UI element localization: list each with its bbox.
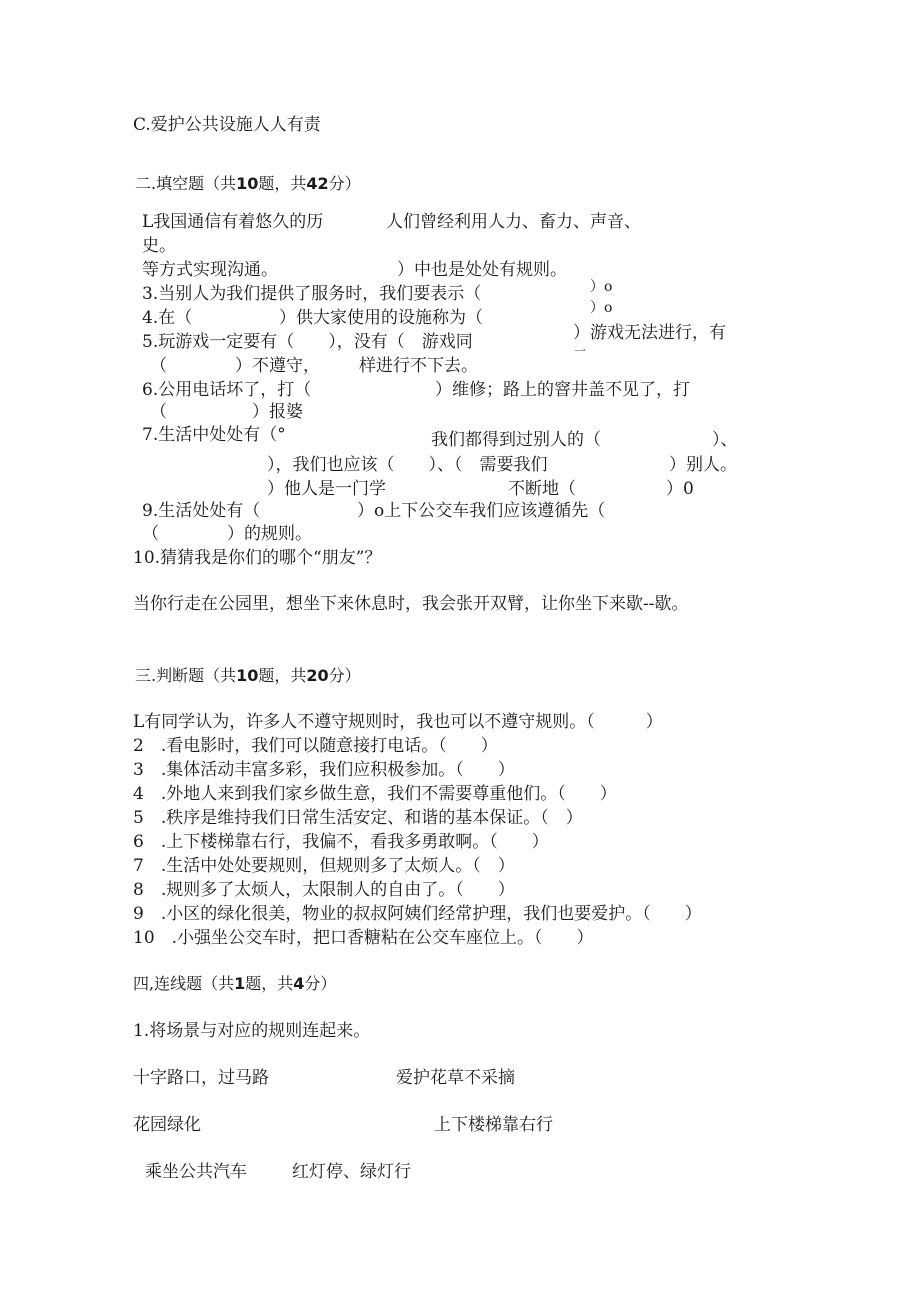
fill-q8-part3: ）0: [666, 479, 694, 499]
section-3-heading: 三.判断题（共10题，共20分）: [135, 666, 361, 685]
fill-q5-part5: 样进行不下去。: [359, 356, 478, 376]
judge-item: 3 .集体活动丰富多彩，我们应积极参加。（ ）: [133, 760, 515, 780]
judge-item: 5 .秩序是维持我们日常生活安定、和谐的基本保证。（ ）: [133, 808, 583, 828]
section-2-heading: 二.填空题（共10题，共42分）: [135, 174, 361, 193]
fill-q10-answer: 当你行走在公园里，想坐下来休息时，我会张开双臂，让你坐下来歇--歇。: [133, 594, 689, 614]
match-question: 1.将场景与对应的规则连起来。: [133, 1021, 371, 1041]
fill-q7-part2: 我们都得到过别人的（: [431, 430, 601, 450]
judge-item: 10 .小强坐公交车时，把口香糖粘在公交车座位上。（ ）: [133, 928, 594, 948]
fill-q2-part2: ）中也是处处有规则。: [397, 260, 567, 280]
match-right-3: 红灯停、绿灯行: [292, 1162, 411, 1182]
fill-q9-part2: ）o上下公交车我们应该遵循先（: [357, 501, 606, 521]
fill-q7-part4: ），我们也应该（ ）、（ 需要我们: [267, 455, 548, 475]
section-4-heading: 四,连线题（共1题，共4分）: [133, 974, 337, 993]
judge-item: 7 .生活中处处要规则，但规则多了太烦人。（ ）: [133, 856, 515, 876]
fill-q9-part3: （ ）的规则。: [142, 524, 312, 544]
fill-q6-part1: 6.公用电话坏了，打（: [142, 380, 312, 400]
fill-q9-part1: 9.生活处处有（: [142, 501, 261, 521]
fill-q7-part1: 7.生活中处处有（°: [142, 425, 286, 445]
judge-item: 8 .规则多了太烦人，太限制人的自由了。（ ）: [133, 880, 515, 900]
fill-q6-part3: （ ）报婆: [150, 402, 303, 422]
fill-q8-part1: ）他人是一门学: [267, 479, 386, 499]
match-right-1: 爱护花草不采摘: [396, 1068, 515, 1088]
fill-q5-part1: 5.玩游戏一定要有（ ），没有（ 游戏同: [142, 332, 473, 352]
match-left-2: 花园绿化: [133, 1115, 201, 1135]
match-left-1: 十字路口，过马路: [133, 1068, 269, 1088]
option-c: C.爱护公共设施人人有责: [133, 115, 321, 135]
judge-item: 4 .外地人来到我们家乡做生意，我们不需要尊重他们。（ ）: [133, 784, 617, 804]
fill-q5-part4: （ ）不遵守，: [150, 356, 320, 376]
fill-q5-part2: ）游戏无法进行，有: [573, 323, 726, 343]
fill-q5-part3: 一: [574, 344, 587, 358]
fill-q1-part2: 人们曾经利用人力、畜力、声音、: [386, 212, 641, 232]
fill-q6-part2: ）维修；路上的窨井盖不见了，打: [435, 380, 690, 400]
fill-q7-part3: ）、: [712, 430, 738, 450]
judge-item: L有同学认为，许多人不遵守规则时，我也可以不遵守规则。（ ）: [133, 712, 663, 732]
fill-q3-part1: 3.当别人为我们提供了服务时，我们要表示（: [142, 284, 482, 304]
judge-item: 2 .看电影时，我们可以随意接打电话。（ ）: [133, 736, 498, 756]
fill-q1-part3: 史。: [142, 236, 176, 256]
fill-q10: 10.猜猜我是你们的哪个“朋友”？: [133, 548, 382, 568]
fill-q7-part5: ）别人。: [669, 455, 737, 475]
fill-q2-part1: 等方式实现沟通。: [142, 260, 278, 280]
match-left-3: 乘坐公共汽车: [145, 1162, 247, 1182]
fill-q4-part1: 4.在（: [142, 308, 193, 328]
match-right-2: 上下楼梯靠右行: [434, 1115, 553, 1135]
judge-item: 6 .上下楼梯靠右行，我偏不，看我多勇敢啊。（ ）: [133, 832, 549, 852]
fill-q1-part1: L我国通信有着悠久的历: [142, 212, 324, 232]
fill-q4-part2: ）供大家使用的设施称为（: [279, 308, 483, 328]
judge-item: 9 .小区的绿化很美，物业的叔叔阿姨们经常护理，我们也要爱护。（ ）: [133, 904, 702, 924]
fill-q8-part2: 不断地（: [508, 479, 576, 499]
fill-q4-part3: ）o: [590, 300, 613, 316]
fill-q3-part2: ）o: [590, 279, 613, 295]
